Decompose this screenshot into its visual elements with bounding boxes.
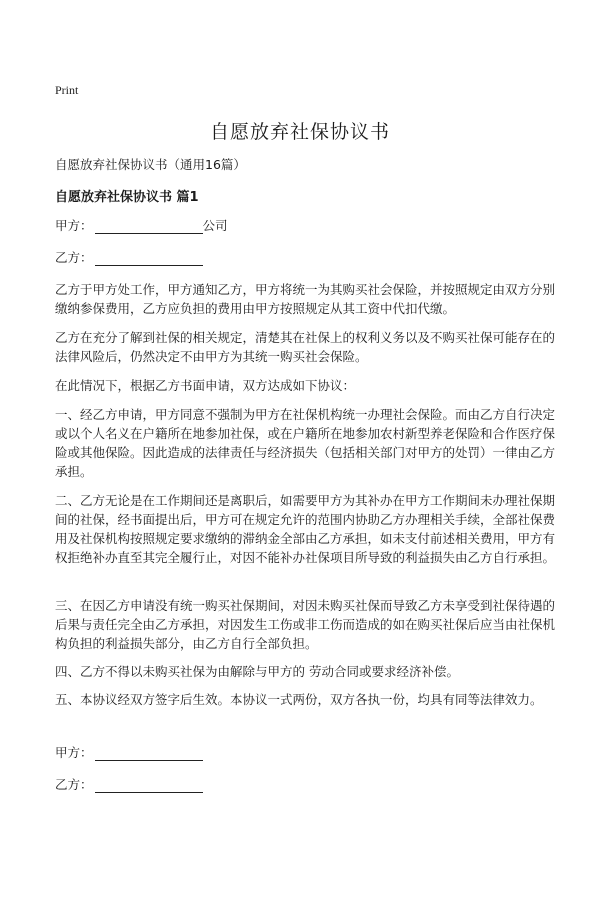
party-b-blank [95,251,203,266]
sign-a-blank [95,746,203,761]
sign-b-label: 乙方： [55,777,93,792]
paragraph: 五、本协议经双方签字后生效。本协议一式两份，双方各执一份，均具有同等法律效力。 [55,692,543,707]
paragraph: 二、乙方无论是在工作期间还是离职后，如需要甲方为其补办在甲方工作期间未办理社保期间的社保，经书面提出后，甲方可在规定允许的范围内协助乙方办理相关手续，全部社保费用及社保机构按照规定要求缴纳的滞纳金全部由乙方承担，如未支付前述相关费用，甲方有权拒绝补办直至其完全履行止，对因不能补办社保项目所导致的利益损失由乙方自行承担。 [55,493,556,565]
party-a-field [55,216,228,234]
paragraph: 一、经乙方申请，甲方同意不强制为甲方在社保机构统一办理社会保险。而由乙方自行决定或以个人名义在户籍所在地参加社保，或在户籍所在地参加农村新型养老保险和合作医疗保险或其他保险。因此造成的法律责任与经济损失（包括相关部门对甲方的处罚）一律由乙方承担。 [55,407,556,479]
sign-b-blank [95,778,203,793]
party-a-label: 甲方： [55,218,93,233]
paragraph: 乙方在充分了解到社保的相关规定，清楚其在社保上的权利义务以及不购买社保可能存在的法律风险后，仍然决定不由甲方为其统一购买社会保险。 [55,330,556,364]
paragraph: 乙方于甲方处工作，甲方通知乙方，甲方将统一为其购买社会保险，并按照规定由双方分别缴纳参保费用，乙方应负担的费用由甲方按照规定从其工资中代扣代缴。 [55,282,556,316]
sign-a-field [55,743,203,761]
paragraph: 在此情况下，根据乙方书面申请，双方达成如下协议： [55,378,356,393]
paragraph: 四、乙方不得以未购买社保为由解除与甲方的 劳动合同或要求经济补偿。 [55,664,459,679]
party-a-blank [95,219,203,234]
party-b-field [55,248,203,266]
party-a-suffix: 公司 [202,218,228,233]
section-heading: 自愿放弃社保协议书 篇1 [55,190,199,205]
sign-a-label: 甲方： [55,745,93,760]
document-subtitle: 自愿放弃社保协议书（通用16篇） [55,157,246,172]
party-b-label: 乙方： [55,250,93,265]
document-title: 自愿放弃社保协议书 [209,121,390,143]
print-link[interactable]: Print [55,83,79,97]
sign-b-field [55,775,203,793]
paragraph: 三、在因乙方申请没有统一购买社保期间，对因未购买社保而导致乙方未享受到社保待遇的后果与责任完全由乙方承担，对因发生工伤或非工伤而造成的如在购买社保后应当由社保机构负担的利益损失部分，由乙方自行全部负担。 [55,598,556,651]
